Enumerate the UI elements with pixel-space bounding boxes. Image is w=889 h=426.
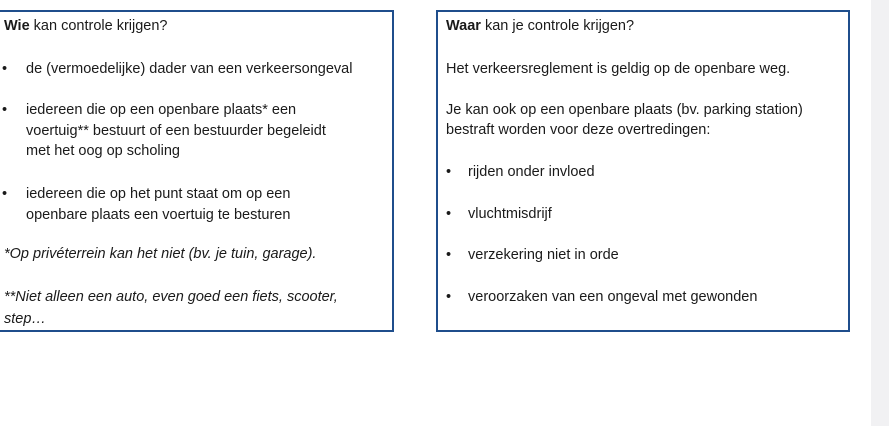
bullet-dot: • xyxy=(446,206,452,222)
where-bullet-1-text: rijden onder invloed xyxy=(468,164,595,180)
where-card xyxy=(436,10,850,332)
who-footnote-1 xyxy=(4,243,316,265)
who-bullet-1 xyxy=(2,59,352,80)
where-paragraph-1-line-1: Het verkeersreglement is geldig op de openbare weg. xyxy=(446,61,791,77)
where-paragraph-1 xyxy=(446,59,790,79)
who-footnote-2-line-2: step… xyxy=(4,311,46,327)
who-footnote-2-line-1: **Niet alleen een auto, even goed een fiets, scooter, xyxy=(4,289,338,305)
bullet-dot: • xyxy=(2,61,8,77)
bullet-dot: • xyxy=(446,164,452,180)
where-bullet-3 xyxy=(446,245,619,266)
where-title-rest: kan je controle krijgen? xyxy=(480,18,635,34)
side-strip xyxy=(871,0,889,426)
where-card-title xyxy=(446,17,634,35)
who-bullet-2-line-1: iedereen die op een openbare plaats* een xyxy=(26,102,297,118)
who-bullet-3 xyxy=(2,184,290,225)
who-bullet-1-line-1: de (vermoedelijke) dader van een verkeersongeval xyxy=(26,61,353,77)
who-footnote-2 xyxy=(4,286,338,330)
where-bullet-1 xyxy=(446,162,595,183)
who-footnote-1-line-1: *Op privéterrein kan het niet (bv. je tuin, garage). xyxy=(4,246,317,262)
who-title-rest: kan controle krijgen? xyxy=(29,18,168,34)
bullet-dot: • xyxy=(446,289,452,305)
bullet-dot: • xyxy=(2,102,8,118)
where-bullet-4 xyxy=(446,287,757,308)
bullet-dot: • xyxy=(446,247,452,263)
bullet-dot: • xyxy=(2,186,8,202)
who-bullet-3-line-1: iedereen die op het punt staat om op een xyxy=(26,186,291,202)
who-title-bold: Wie xyxy=(4,18,30,34)
where-title-bold: Waar xyxy=(446,18,481,34)
who-bullet-2-line-2: voertuig** bestuurt of een bestuurder begeleidt xyxy=(26,122,326,139)
where-paragraph-2-line-2: bestraft worden voor deze overtredingen: xyxy=(446,122,711,138)
where-paragraph-2-line-1: Je kan ook op een openbare plaats (bv. parking station) xyxy=(446,102,803,118)
where-bullet-2 xyxy=(446,204,552,225)
who-bullet-2 xyxy=(2,100,326,162)
who-card xyxy=(0,10,394,332)
where-bullet-2-text: vluchtmisdrijf xyxy=(468,206,552,222)
where-bullet-4-text: veroorzaken van een ongeval met gewonden xyxy=(468,289,758,305)
who-bullet-2-line-3: met het oog op scholing xyxy=(26,143,180,159)
who-card-title xyxy=(4,17,167,35)
where-paragraph-2 xyxy=(446,100,803,140)
where-bullet-3-text: verzekering niet in orde xyxy=(468,247,619,263)
who-bullet-3-line-2: openbare plaats een voertuig te besturen xyxy=(26,206,291,223)
